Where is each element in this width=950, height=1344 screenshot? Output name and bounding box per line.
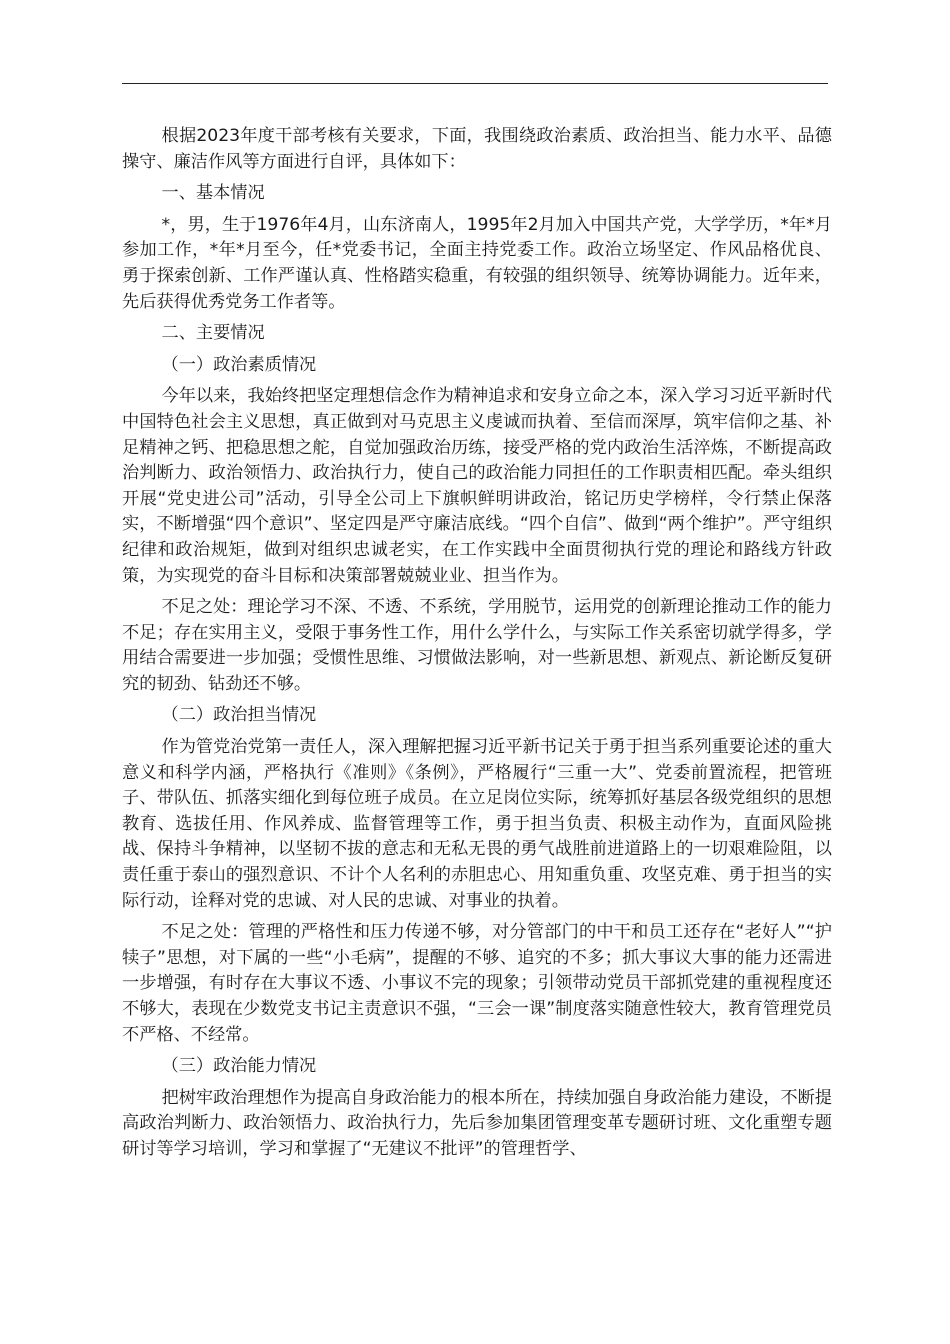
subsection-heading-political-responsibility: （二）政治担当情况 bbox=[161, 705, 317, 726]
header-rule bbox=[122, 83, 828, 84]
basic-info-paragraph: *，男，生于1976年4月，山东济南人，1995年2月加入中国共产党，大学学历，*年*月参加工作，*年*月至今，任*党委书记，全面主持党委工作。政治立场坚定、作风品格优良、勇于探索创新、工作严谨认真、性格踏实稳重，有较强的组织领导、统筹协调能力。近年来，先后获得优秀党务工作者等。 bbox=[122, 214, 832, 312]
subsection-heading-political-ability: （三）政治能力情况 bbox=[161, 1056, 317, 1077]
document-body bbox=[122, 124, 832, 1169]
political-responsibility-shortcomings: 不足之处：管理的严格性和压力传递不够，对分管部门的中干和员工还存在“老好人”“护犊子”思想，对下属的一些“小毛病”，提醒的不够、追究的不多；抓大事议大事的能力还需进一步增强，有时存在大事议不透、小事议不完的现象；引领带动党员干部抓党建的重视程度还不够大，表现在少数党支书记主责意识不强，“三会一课”制度落实随意性较大，教育管理党员不严格、不经常。 bbox=[122, 922, 832, 1045]
subsection-heading-political-quality: （一）政治素质情况 bbox=[161, 354, 317, 375]
section-heading-basic-info: 一、基本情况 bbox=[161, 183, 265, 204]
political-quality-paragraph: 今年以来，我始终把坚定理想信念作为精神追求和安身立命之本，深入学习习近平新时代中国特色社会主义思想，真正做到对马克思主义虔诚而执着、至信而深厚，筑牢信仰之基、补足精神之钙、把稳思想之舵，自觉加强政治历练，接受严格的党内政治生活淬炼，不断提高政治判断力、政治领悟力、政治执行力，使自己的政治能力同担任的工作职责相匹配。牵头组织开展“党史进公司”活动，引导全公司上下旗帜鲜明讲政治，铭记历史学榜样，令行禁止保落实，不断增强“四个意识”、坚定四是严守廉洁底线。“四个自信”、做到“两个维护”。严守组织纪律和政治规矩，做到对组织忠诚老实，在工作实践中全面贯彻执行党的理论和路线方针政策，为实现党的奋斗目标和决策部署兢兢业业、担当作为。 bbox=[122, 386, 832, 586]
political-quality-shortcomings: 不足之处：理论学习不深、不透、不系统，学用脱节，运用党的创新理论推动工作的能力不足；存在实用主义，受限于事务性工作，用什么学什么，与实际工作关系密切就学得多，学用结合需要进一步加强；受惯性思维、习惯做法影响，对一些新思想、新观点、新论断反复研究的韧劲、钻劲还不够。 bbox=[122, 597, 832, 694]
section-heading-main-situation: 二、主要情况 bbox=[161, 323, 265, 344]
political-ability-paragraph: 把树牢政治理想作为提高自身政治能力的根本所在，持续加强自身政治能力建设，不断提高政治判断力、政治领悟力、政治执行力，先后参加集团管理变革专题研讨班、文化重塑专题研讨等学习培训，学习和掌握了“无建议不批评”的管理哲学、 bbox=[122, 1087, 832, 1159]
intro-paragraph: 根据2023年度干部考核有关要求，下面，我围绕政治素质、政治担当、能力水平、品德操守、廉洁作风等方面进行自评，具体如下： bbox=[122, 126, 832, 172]
political-responsibility-paragraph: 作为管党治党第一责任人，深入理解把握习近平新书记关于勇于担当系列重要论述的重大意义和科学内涵，严格执行《准则》《条例》，严格履行“三重一大”、党委前置流程，把管班子、带队伍、抓落实细化到每位班子成员。在立足岗位实际，统筹抓好基层各级党组织的思想教育、选拔任用、作风养成、监督管理等工作，勇于担当负责、积极主动作为，直面风险挑战、保持斗争精神，以坚韧不拔的意志和无私无畏的勇气战胜前进道路上的一切艰难险阻，以责任重于泰山的强烈意识、不计个人名利的赤胆忠心、用知重负重、攻坚克难、勇于担当的实际行动，诠释对党的忠诚、对人民的忠诚、对事业的执着。 bbox=[122, 737, 832, 911]
